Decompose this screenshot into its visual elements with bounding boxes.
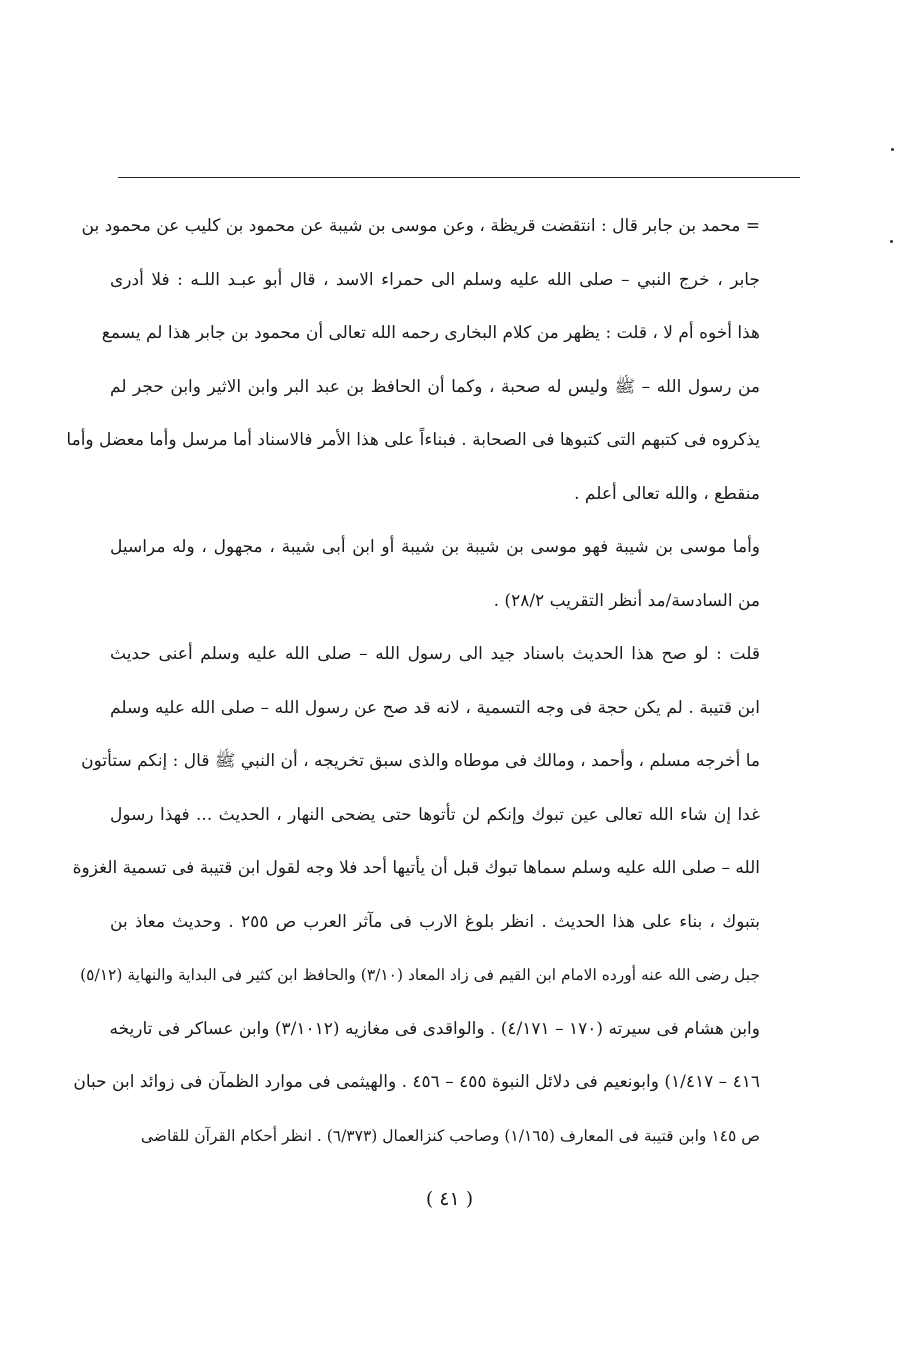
text-line: وابن هشام فى سيرته (١٧٠ – ٤/١٧١) . والواقدى فى مغازيه (٣/١٠١٢) وابن عساكر فى تاريخه xyxy=(109,1018,760,1039)
text-line: = محمد بن جابر قال : انتقضت قريظة ، وعن موسى بن شيبة عن محمود بن كليب عن محمود بن xyxy=(81,216,760,236)
text-line: منقطع ، والله تعالى أعلم . xyxy=(574,483,760,504)
text-line: قلت : لو صح هذا الحديث باسناد جيد الى رسول الله – صلى الله عليه وسلم أعنى حديث xyxy=(110,644,760,664)
text-line: ٤١٦ – ١/٤١٧) وابونعيم فى دلائل النبوة ٤٥٥ – ٤٥٦ . والهيثمى فى موارد الظمآن فى زوائد ابن حبان xyxy=(73,1072,760,1092)
text-line: وأما موسى بن شيبة فهو موسى بن شيبة بن شيبة أو ابن أبى شيبة ، مجهول ، وله مراسيل xyxy=(110,537,760,557)
text-line: من السادسة/مد أنظر التقريب ٢٨/٢) . xyxy=(493,590,760,611)
text-line: ما أخرجه مسلم ، وأحمد ، ومالك فى موطاه والذى سبق تخريجه ، أن النبي ﷺ قال : إنكم ستأتون xyxy=(81,751,760,771)
text-line: ابن قتيبة . لم يكن حجة فى وجه التسمية ، لانه قد صح عن رسول الله – صلى الله عليه وسلم xyxy=(110,697,760,718)
text-line: جابر ، خرج النبي – صلى الله عليه وسلم الى حمراء الاسد ، قال أبو عبـد اللـه : فلا أدرى xyxy=(110,269,760,290)
text-line: هذا أخوه أم لا ، قلت : يظهر من كلام البخارى رحمه الله تعالى أن محمود بن جابر هذا لم يسمع xyxy=(101,323,760,343)
text-line: بتبوك ، بناء على هذا الحديث . انظر بلوغ الارب فى مآثر العرب ص ٢٥٥ . وحديث معاذ بن xyxy=(110,911,760,932)
scan-speck xyxy=(891,148,894,151)
header-rule xyxy=(118,177,800,178)
text-line: ص ١٤٥ وابن قتيبة فى المعارف (١/١٦٥) وصاحب كنزالعمال (٦/٣٧٣) . انظر أحكام القرآن للقاضى xyxy=(140,1126,760,1145)
footnote-text xyxy=(66,200,760,1163)
scan-speck xyxy=(890,240,893,243)
page-number: ( ٤١ ) xyxy=(425,1188,474,1210)
text-line: يذكروه فى كتبهم التى كتبوها فى الصحابة . فبناءاً على هذا الأمر فالاسناد أما مرسل وأما معضل وأما xyxy=(66,430,760,450)
text-line: جبل رضى الله عنه أورده الامام ابن القيم فى زاد المعاد (٣/١٠) والحافظ ابن كثير فى البداية والنهاية (٥/١٢) xyxy=(80,966,760,984)
text-line: غدا إن شاء الله تعالى عين تبوك وإنكم لن تأتوها حتى يضحى النهار ، الحديث ... فهذا رسول xyxy=(110,804,760,825)
text-line: الله – صلى الله عليه وسلم سماها تبوك قبل أن يأتيها أحد فلا وجه لقول ابن قتيبة فى تسمية الغزوة xyxy=(72,858,760,878)
text-line: من رسول الله – ﷺ وليس له صحبة ، وكما أن الحافظ بن عبد البر وابن الاثير وابن حجر لم xyxy=(110,376,760,397)
